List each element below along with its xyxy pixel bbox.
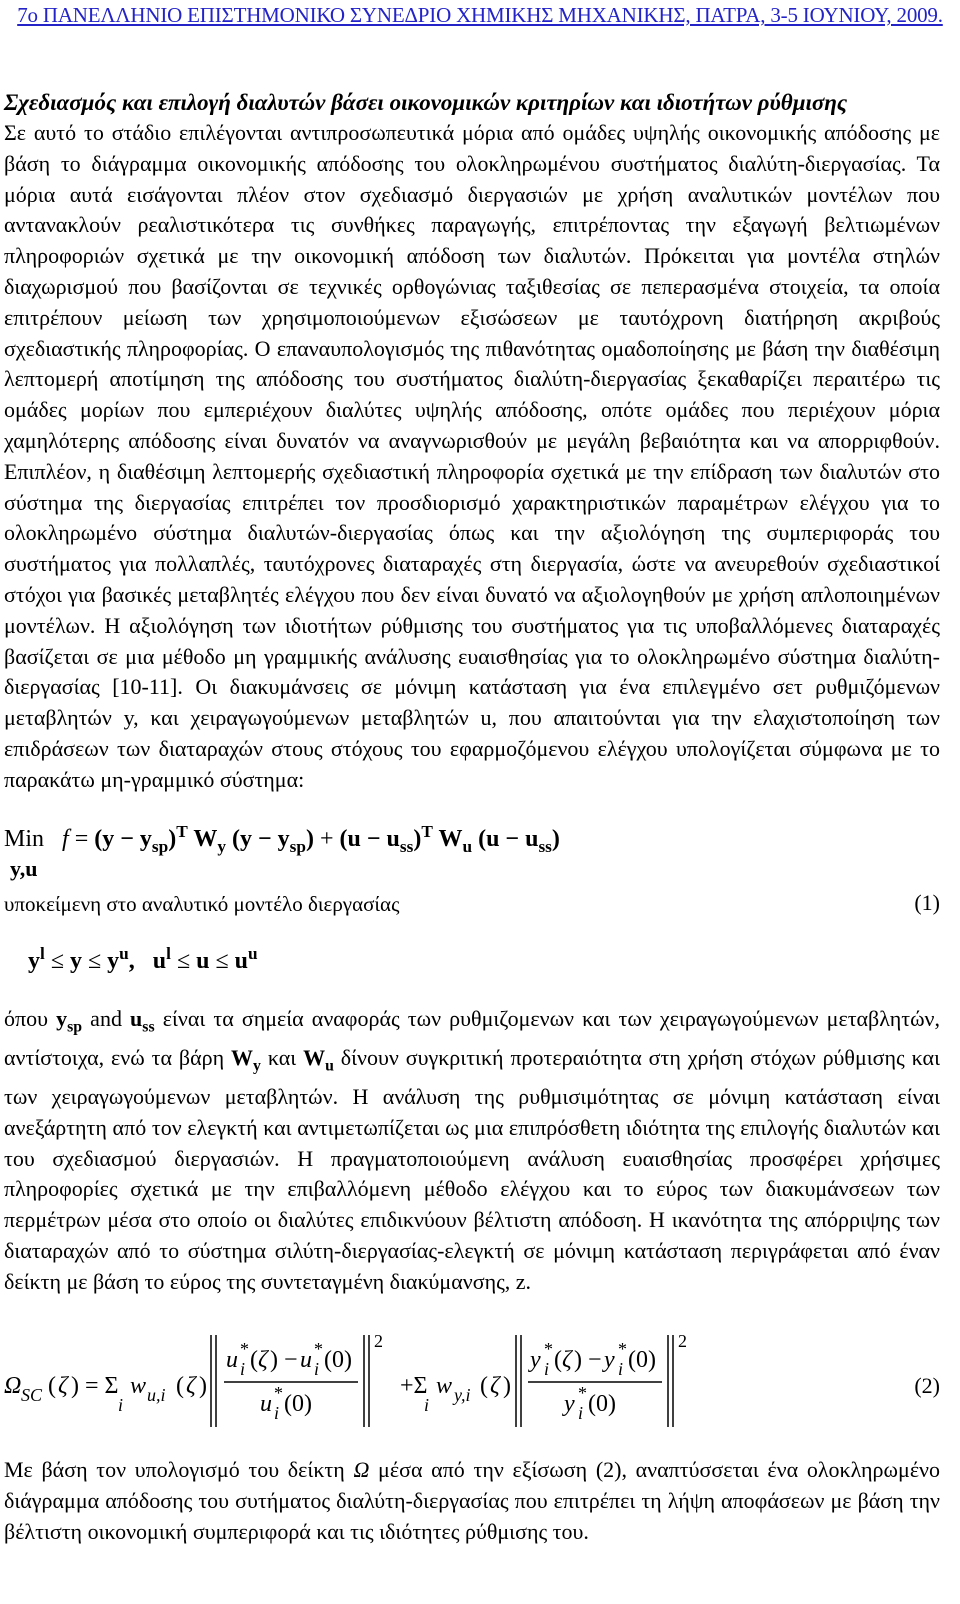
svg-text:i: i (424, 1395, 430, 1416)
svg-text:) = Σ: ) = Σ (71, 1373, 119, 1400)
svg-text:ζ: ζ (186, 1373, 196, 1400)
svg-text:u: u (300, 1347, 312, 1374)
svg-text:*: * (240, 1339, 249, 1360)
svg-text:SC: SC (21, 1385, 43, 1406)
svg-text:i: i (544, 1359, 550, 1380)
svg-text:u: u (226, 1347, 238, 1374)
svg-text:*: * (544, 1339, 553, 1360)
svg-text:y: y (530, 1347, 541, 1374)
conference-header: 7ο ΠΑΝΕΛΛΗΝΙΟ ΕΠΙΣΤΗΜΟΝΙΚΟ ΣΥΝΕΔΡΙΟ ΧΗΜΙΚΗΣ ΜΗΧΑΝΙΚΗΣ, ΠΑΤΡΑ, 3-5 ΙΟΥΝΙΟΥ, 2009. (17, 3, 943, 27)
svg-text:ζ: ζ (562, 1347, 572, 1374)
paper-body (4, 88, 940, 1548)
svg-text:i: i (118, 1395, 124, 1416)
equation-2-formula (4, 1315, 940, 1455)
svg-text:y: y (564, 1391, 575, 1418)
svg-text:y: y (604, 1347, 615, 1374)
svg-text:ζ: ζ (258, 1347, 268, 1374)
svg-text:) −: ) − (574, 1347, 602, 1374)
svg-text:(0): (0) (588, 1391, 616, 1418)
svg-text:(0): (0) (324, 1347, 352, 1374)
min-label: Min (4, 825, 45, 852)
svg-text:*: * (618, 1339, 627, 1360)
svg-text:(: ( (48, 1373, 56, 1400)
constraint-text: υποκείμενη στο αναλυτικό μοντέλο διεργασίας (4, 891, 400, 916)
svg-text:i: i (618, 1359, 624, 1380)
svg-text:y,i: y,i (454, 1385, 471, 1406)
svg-text:) −: ) − (270, 1347, 298, 1374)
svg-text:(: ( (480, 1373, 488, 1400)
svg-text:2: 2 (678, 1331, 687, 1352)
paragraph-2: όπου $y_{sp}$ and $u_{ss}$ είναι τα σημεία αναφοράς των ρυθμιζομενων και των χειραγωγούμενων μεταβλητών, αντίστοιχα, ενώ τα βάρη $W_y$ και $W_u$ δίνουν συγκριτική προτεραιότητα στη χρήση στόχων ρύθμισης και των χειραγωγούμενων μεταβλητών. Η ανάλυση της ρυθμισιμότητας σε μόνιμη κατάσταση είναι ανεξάρτητη από τον ελεγκτή και αντιμετωπίζεται ως μια επιπρόσθετη ιδιότητα της επιλογής διαλυτών και του σχεδιασμού διεργασιών. Η πραγματοποιούμενη ανάλυση ευαισθησίας προσφέρει χρήσιμες πληροφορίες σχετικά με την επιβαλλόμενη μέθοδο ελέγχου και το εύρος των διακυμάνσεων των περμέτρων μέσα στο οποίο οι διαλύτες επιδικνύουν βέλτιστη απόδοση. Η ικανότητα της απόρριψης των διαταραχών από το σύστημα σιλύτη-διεργασίας-ελεγκτή σε μόνιμη κατάσταση περιγράφεται από έναν δείκτη με βάση το εύρος της συντεταγμένη διακύμανσης, z. (4, 1005, 940, 1294)
equation-1 (4, 822, 940, 1004)
svg-text:i: i (578, 1403, 584, 1424)
svg-text:i: i (314, 1359, 320, 1380)
svg-text:u,i: u,i (147, 1385, 166, 1406)
svg-text:(: ( (176, 1373, 184, 1400)
objective-function: Min $f = (y - y_{sp})^T$ $W_y$ $(y - y_{sp}) + (u - u_{ss})^T$ $W_u$ $(u - u_{ss})$ (4, 821, 560, 856)
svg-text:u: u (260, 1391, 272, 1418)
paragraph-1: Σε αυτό το στάδιο επιλέγονται αντιπροσωπευτικά μόρια από ομάδες υψηλής οικονομικής απόδοσης με βάση το διάγραμμα οικονομικής απόδοσης του ολοκληρωμένου συστήματος διαλύτη-διεργασίας. Τα μόρια αυτά εισάγονται πλέον στον σχεδιασμό διεργασιών με χρήση αναλυτικών μοντέλων που αντανακλούν ρεαλιστικότερα τις συνθήκες παραγωγής, επιτρέποντας την εξαγωγή βελτιωμένων πληροφοριών σχετικά με την οικονομική απόδοση των διαλυτών. Πρόκειται για μοντέλα στηλών διαχωρισμού που βασίζονται σε τεχνικές ορθογώνιας ταξιθεσίας σε πεπερασμένα στοιχεία, τα οποία επιτρέπουν μείωση των χρησιμοποιούμενων εξισώσεων με ταυτόχρονη διατήρηση ακριβούς σχεδιαστικής πληροφορίας. Ο επαναυπολογισμός της πιθανότητας ομαδοποίησης με βάση την διαθέσιμη λεπτομερή αποτίμηση της απόδοσης του συστήματος διαλύτη-διεργασίας ξεκαθαρίζει περαιτέρω τις ομάδες μορίων που εμπεριέχουν διαλύτες υψηλής απόδοσης, οπότε ομάδες που περιέχουν μόρια χαμηλότερης απόδοσης είναι δυνατόν να αναγνωρισθούν με μεγάλη βεβαιότητα και να απορριφθούν. Επιπλέον, η διαθέσιμη λεπτομερής σχεδιαστική πληροφορία σχετικά με την επίδραση των διαλυτών στο σύστημα της διεργασίας επιτρέπει τον προσδιορισμό χαρακτηριστικών παραμέτρων ελέγχου για το ολοκληρωμένο σύστημα διαλυτών-διεργασίας όπως και την αξιολόγηση της συμπεριφοράς του συστήματος για πολλαπλές, ταυτόχρονες διαταραχές στη διεργασία, ώστε να ανευρεθούν σχεδιαστικοί στόχοι για βασικές μεταβλητές ελέγχου που δεν είναι δυνατό να αξιολογηθούν με χρήση απλοποιημένων μοντέλων. Η αξιολόγηση των ιδιοτήτων ρύθμισης του συστήματος για τις υποβαλλόμενες διαταραχές βασίζεται σε μια μέθοδο μη γραμμικής ανάλυσης ευαισθησίας για το ολοκληρωμένο σύστημα διαλύτη-διεργασίας [10-11]. Οι διακυμάνσεις σε μόνιμη κατάσταση για ένα επιλεγμένο σετ ρυθμιζόμενων μεταβλητών y, και χειραγωγούμενων μεταβλητών u, που απαιτούνται για την ελαχιστοποίηση των επιδράσεων των διαταραχών στους στόχους του εφαρμοζόμενου ελέγχου υπολογίζεται σύμφωνα με το παρακάτω μη-γραμμικό σύστημα: (4, 120, 940, 792)
svg-text:+Σ: +Σ (400, 1373, 428, 1400)
svg-text:w: w (130, 1373, 147, 1400)
svg-text:(: ( (250, 1347, 258, 1374)
svg-text:ζ: ζ (58, 1373, 68, 1400)
min-subscript: y,u (10, 855, 38, 881)
svg-text:): ) (199, 1373, 207, 1400)
svg-text:*: * (578, 1383, 587, 1404)
svg-text:(0): (0) (284, 1391, 312, 1418)
paragraph-3: Με βάση τον υπολογισμό του δείκτη Ω μέσα από την εξίσωση (2), αναπτύσσεται ένα ολοκληρωμένο διάγραμμα απόδοσης του συτήματος διαλύτη-διεργασίας που επιτρέπει τη λήψη αποφάσεων με βάση την βέλτιστη οικονομική συμπεριφορά και τις ιδιότητες ρύθμισης του. (4, 1457, 940, 1545)
equation-1-number: (1) (914, 889, 940, 915)
equation-2-number: (2) (914, 1373, 940, 1399)
svg-text:): ) (503, 1373, 511, 1400)
svg-text:i: i (240, 1359, 246, 1380)
svg-text:ζ: ζ (490, 1373, 500, 1400)
svg-text:i: i (274, 1403, 280, 1424)
section-title: Σχεδιασμός και επιλογή διαλυτών βάσει οικονομικών κριτηρίων και ιδιοτήτων ρύθμισης (4, 90, 848, 115)
svg-text:w: w (436, 1373, 453, 1400)
svg-text:*: * (314, 1339, 323, 1360)
svg-text:(0): (0) (628, 1347, 656, 1374)
equation-2 (4, 1315, 940, 1455)
svg-text:2: 2 (374, 1331, 383, 1352)
svg-text:*: * (274, 1383, 283, 1404)
svg-text:(: ( (554, 1347, 562, 1374)
variable-bounds: $y^l \le y \le y^u$, $u^l \le u \le u^u$ (28, 943, 258, 974)
svg-text:Ω: Ω (4, 1373, 22, 1400)
